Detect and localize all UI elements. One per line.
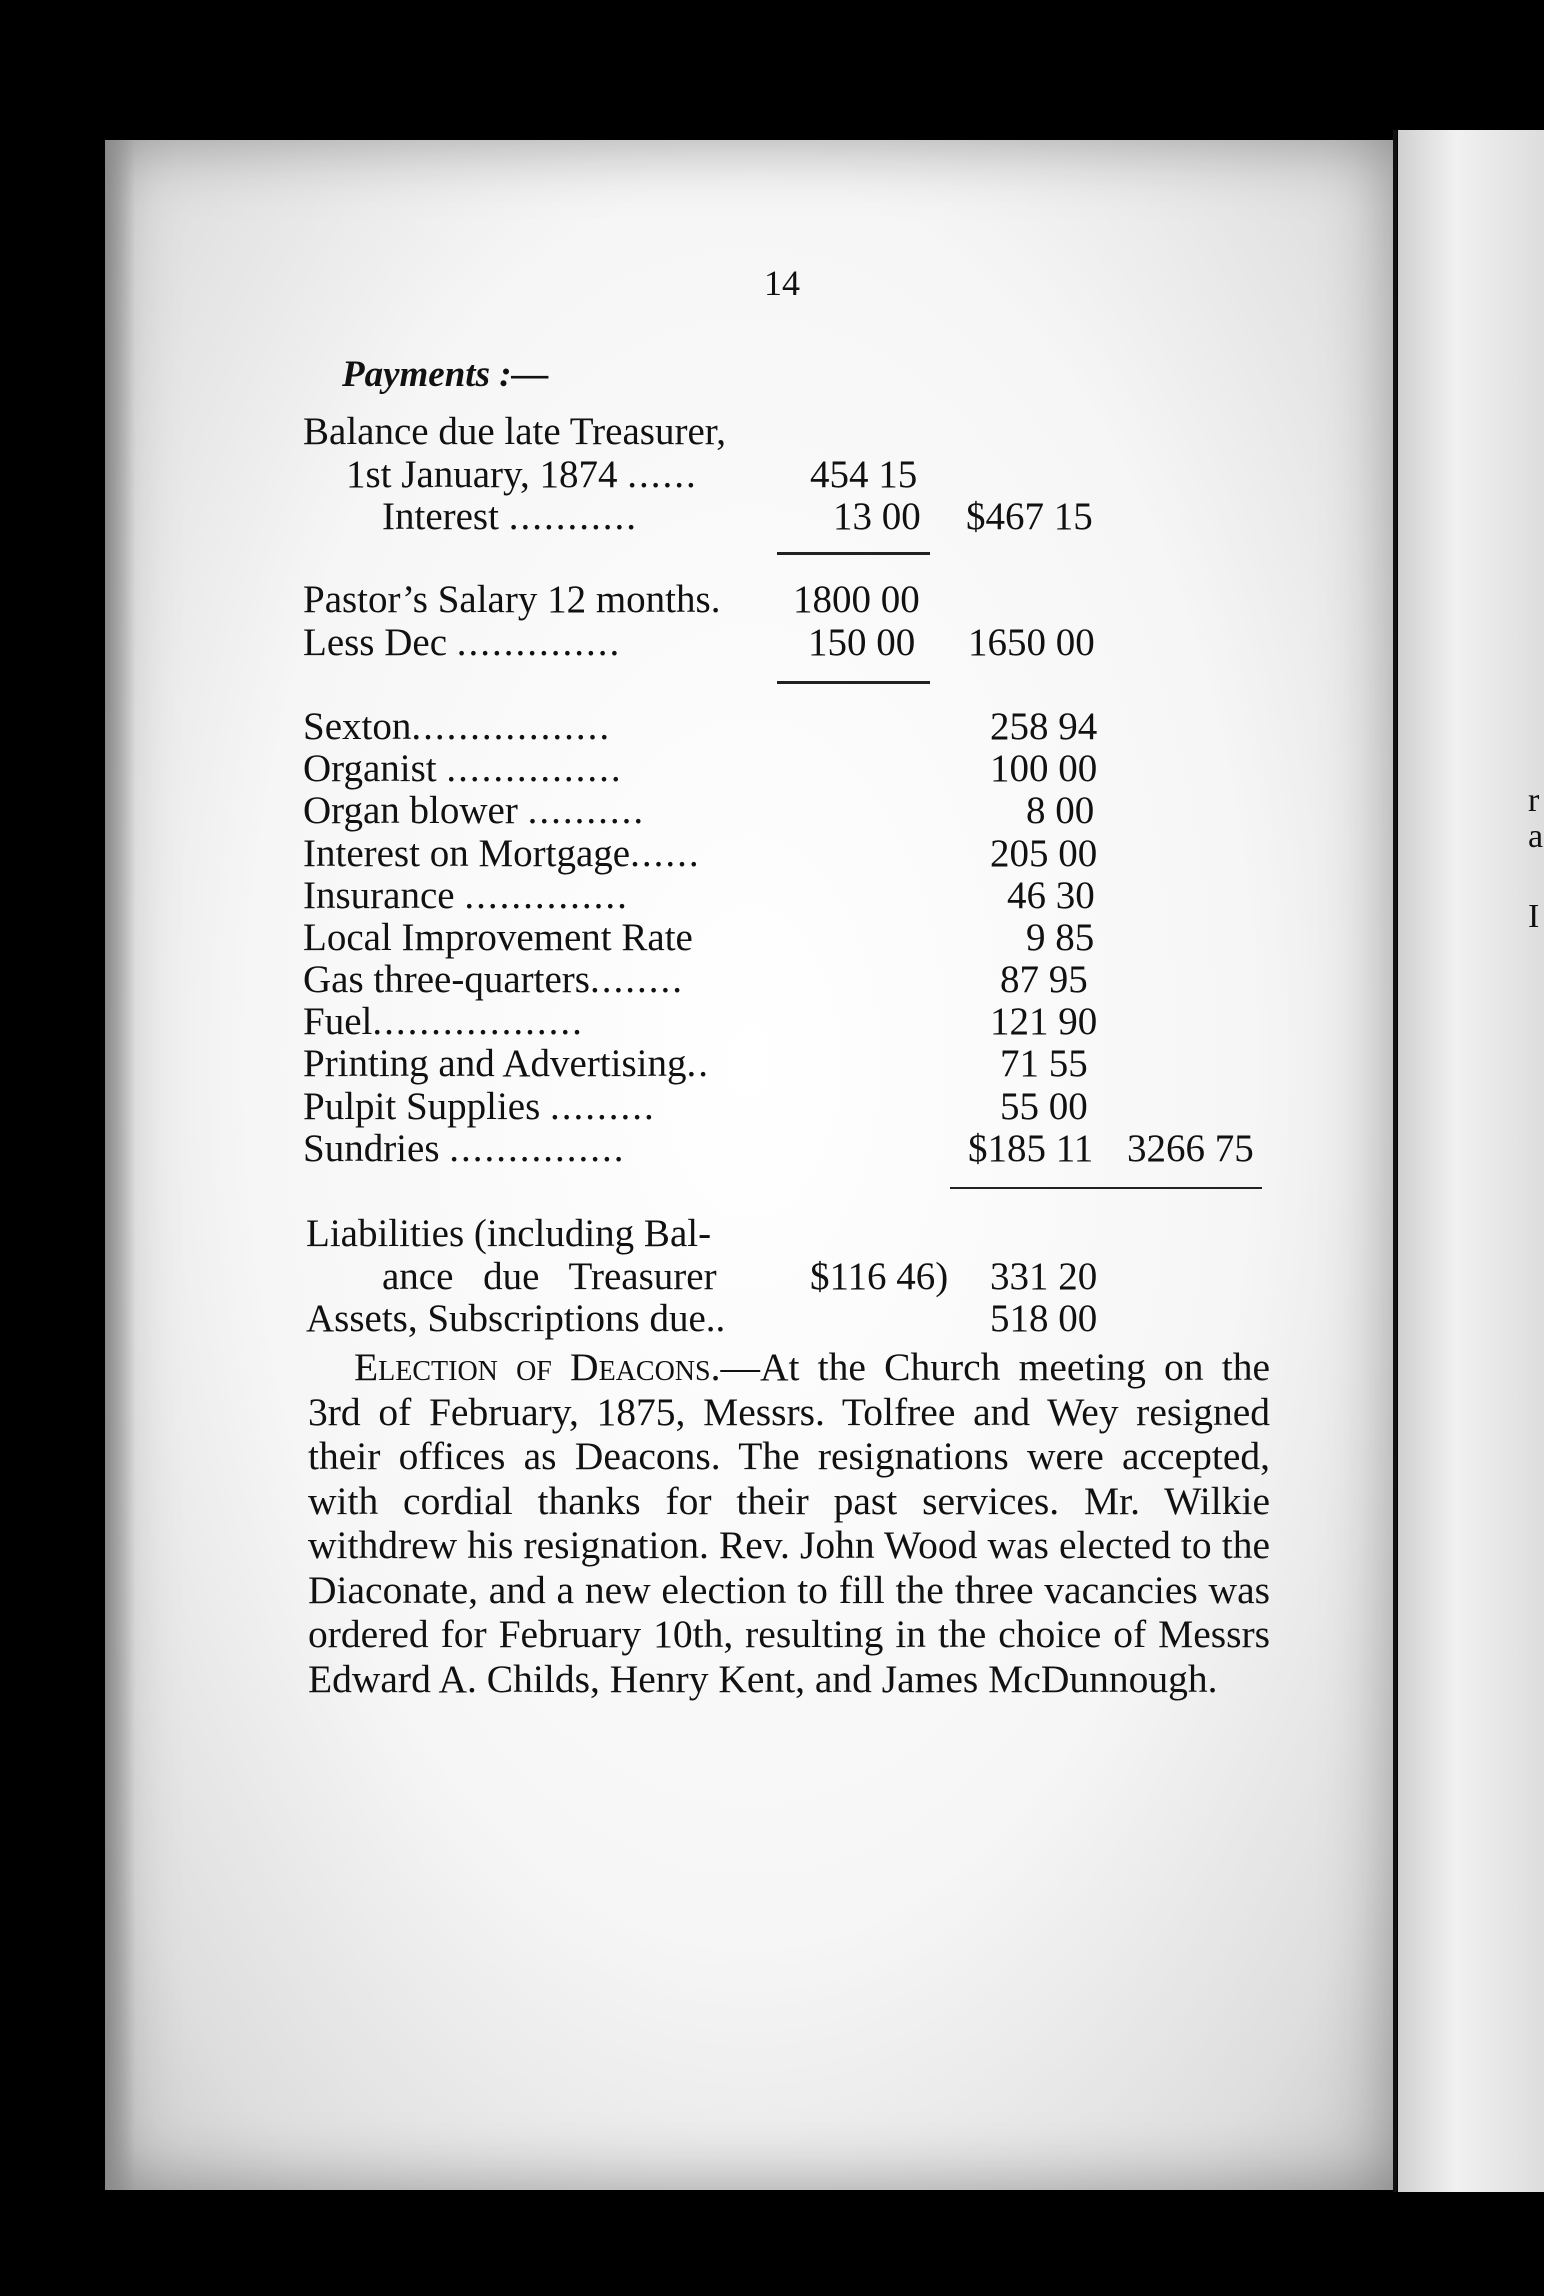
entry-label: Pastor’s Salary 12 months.	[303, 578, 721, 621]
entry-label: Gas three-quarters........	[303, 958, 684, 1001]
amount: 71 55	[1000, 1042, 1088, 1085]
amount: 331 20	[990, 1255, 1098, 1298]
entry-label: Balance due late Treasurer,	[303, 410, 726, 453]
election-paragraph	[308, 1345, 1270, 1701]
entry-label: Pulpit Supplies .........	[303, 1085, 656, 1128]
entry-label: Sundries ...............	[303, 1127, 626, 1170]
amount: 258 94	[990, 705, 1098, 748]
amount: 1800 00	[793, 578, 920, 621]
entry-label: 1st January, 1874 ......	[346, 453, 698, 496]
amount: 121 90	[990, 1000, 1098, 1043]
liabilities-label: Liabilities (including Bal-	[306, 1212, 712, 1255]
amount: 100 00	[990, 747, 1098, 790]
entry-label: Insurance ..............	[303, 874, 629, 917]
entry-label: Interest ...........	[382, 495, 638, 538]
amount: 518 00	[990, 1297, 1098, 1340]
entry-label: Sexton.................	[303, 705, 612, 748]
amount: 1650 00	[968, 621, 1095, 664]
amount: $185 11	[968, 1127, 1094, 1170]
amount: $467 15	[966, 495, 1093, 538]
liabilities-label: ance due Treasurer	[382, 1255, 717, 1298]
facing-page-fragment: I	[1528, 898, 1540, 935]
amount: 46 30	[1007, 874, 1095, 917]
entry-label: Interest on Mortgage......	[303, 832, 701, 875]
paragraph-text: —At the Church meeting on the 3rd of February, 1875, Messrs. Tolfree and Wey resigned their offices as Deacons. The resignations were accepted, with cordial thanks for their past services. Mr. Wilkie withdrew his resignation. Rev. John Wood was elected to the Diaconate, and a new election to fill the three vacancies was ordered for February 10th, resulting in the choice of Messrs Edward A. Childs, Henry Kent, and James McDunnough.	[308, 1345, 1270, 1701]
total-rule	[950, 1187, 1262, 1189]
facing-page-fragment: a	[1528, 818, 1544, 855]
amount: 9 85	[1026, 916, 1095, 959]
amount: 8 00	[1026, 789, 1095, 832]
total-amount: 3266 75	[1127, 1127, 1254, 1170]
amount: 454 15	[810, 453, 918, 496]
amount: 150 00	[808, 621, 916, 664]
entry-label: Organ blower ..........	[303, 789, 646, 832]
amount: 55 00	[1000, 1085, 1088, 1128]
amount: 13 00	[833, 495, 921, 538]
facing-page-fragment: r	[1528, 782, 1540, 819]
paragraph-lead: Election of Deacons.	[354, 1345, 721, 1389]
assets-label: Assets, Subscriptions due..	[306, 1297, 726, 1340]
amount: $116 46)	[810, 1255, 949, 1298]
amount: 87 95	[1000, 958, 1088, 1001]
entry-label: Organist ...............	[303, 747, 623, 790]
payments-heading: Payments :—	[342, 354, 549, 395]
amount: 205 00	[990, 832, 1098, 875]
entry-label: Local Improvement Rate	[303, 916, 693, 959]
entry-label: Fuel..................	[303, 1000, 584, 1043]
page-number: 14	[764, 263, 800, 303]
entry-label: Less Dec ..............	[303, 621, 622, 664]
sum-rule	[777, 681, 930, 684]
sum-rule	[777, 552, 930, 555]
entry-label: Printing and Advertising..	[303, 1042, 710, 1085]
